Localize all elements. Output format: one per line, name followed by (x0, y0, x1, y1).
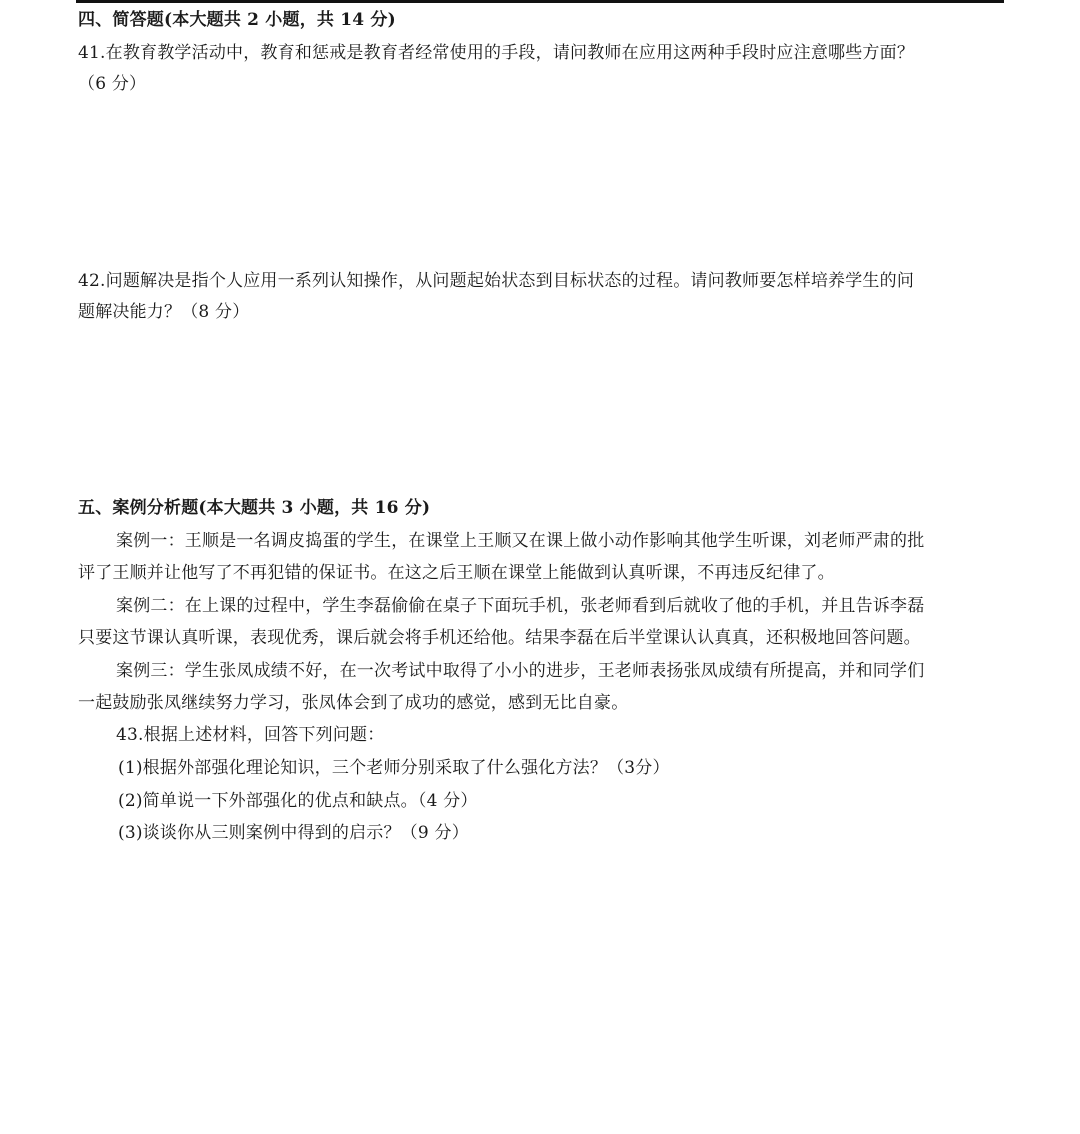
question-42-text-cont: 题解决能力？（8 分） (78, 302, 250, 322)
section4-heading: 四、简答题(本大题共 2 小题，共 14 分) (78, 10, 396, 30)
question-42-text: 42.问题解决是指个人应用一系列认知操作，从问题起始状态到目标状态的过程。请问教师要怎样培养学生的问 (78, 271, 915, 291)
question-43-intro: 43.根据上述材料，回答下列问题： (116, 725, 385, 745)
question-43-sub3: (3)谈谈你从三则案例中得到的启示？（9 分） (118, 823, 469, 843)
question-41-score: （6 分） (78, 74, 147, 94)
question-41-text: 41.在教育教学活动中，教育和惩戒是教育者经常使用的手段，请问教师在应用这两种手段时应注意哪些方面？ (78, 43, 915, 63)
case2-text: 案例二：在上课的过程中，学生李磊偷偷在桌子下面玩手机，张老师看到后就收了他的手机，并且告诉李磊 (116, 596, 925, 616)
section5-heading: 五、案例分析题(本大题共 3 小题，共 16 分) (78, 498, 431, 518)
case3-text: 案例三：学生张凤成绩不好，在一次考试中取得了小小的进步，王老师表扬张凤成绩有所提高，并和同学们 (116, 661, 925, 681)
question-43-sub2: (2)简单说一下外部强化的优点和缺点。（4 分） (118, 791, 478, 811)
case3-text-cont: 一起鼓励张凤继续努力学习，张凤体会到了成功的感觉，感到无比自豪。 (78, 693, 629, 713)
question-43-sub1: (1)根据外部强化理论知识，三个老师分别采取了什么强化方法？（3分） (118, 758, 670, 778)
case1-text-cont: 评了王顺并让他写了不再犯错的保证书。在这之后王顺在课堂上能做到认真听课，不再违反纪律了。 (78, 563, 835, 583)
case1-text: 案例一：王顺是一名调皮捣蛋的学生，在课堂上王顺又在课上做小动作影响其他学生听课，刘老师严肃的批 (116, 531, 925, 551)
case2-text-cont: 只要这节课认真听课，表现优秀，课后就会将手机还给他。结果李磊在后半堂课认认真真，还积极地回答问题。 (78, 628, 921, 648)
top-rule (76, 0, 1004, 3)
